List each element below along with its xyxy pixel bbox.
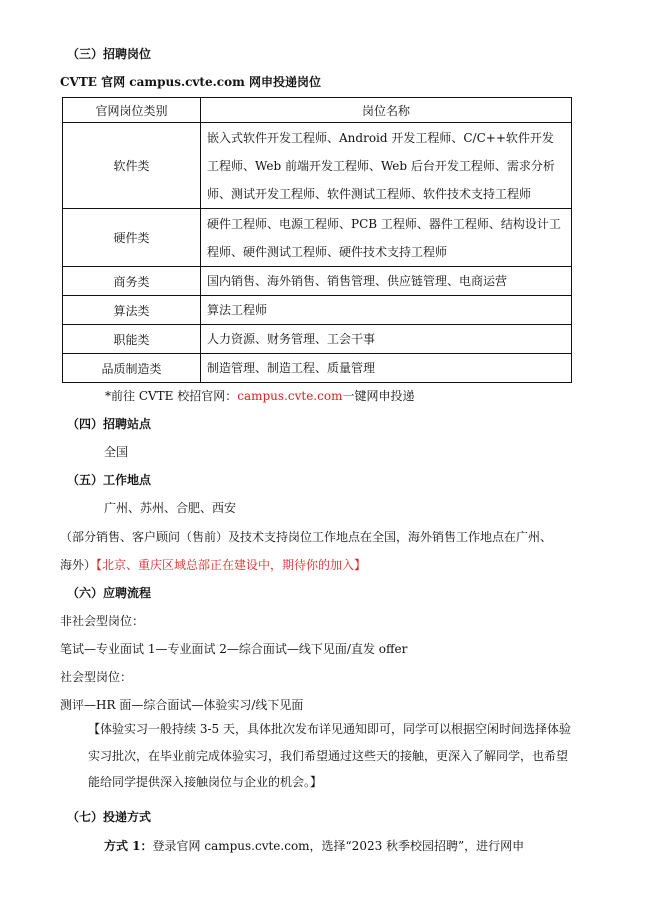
internship-note: 【体验实习一般持续 3-5 天，具体批次发布详见通知即可，同学可以根据空闲时间选择体验实习批次，在毕业前完成体验实习，我们希望通过这些天的接触，更深入了解同学，也希望能给同学提供深入接触岗位与企业的机会。】 xyxy=(88,722,571,789)
apply-note-suffix: 一键网申投递 xyxy=(342,389,415,403)
table-row xyxy=(63,354,572,383)
table-row xyxy=(63,267,572,296)
table-row xyxy=(63,209,572,267)
delivery-method-1 xyxy=(104,837,524,855)
row-job-names: 算法工程师 xyxy=(201,296,572,325)
row-job-names: 嵌入式软件开发工程师、Android 开发工程师、C/C++软件开发工程师、Web 前端开发工程师、Web 后台开发工程师、需求分析师、测试开发工程师、软件测试工程师、软件技术支持工程师 xyxy=(201,123,572,209)
sites-value: 全国 xyxy=(104,445,129,459)
non-social-label: 非社会型岗位： xyxy=(60,614,145,628)
header-job-names: 岗位名称 xyxy=(201,98,572,123)
social-label: 社会型岗位： xyxy=(60,670,133,684)
apply-note xyxy=(105,387,414,405)
section-title-positions: （三）招聘岗位 xyxy=(67,47,152,61)
table-row xyxy=(63,123,572,209)
regional-hq-note: 【北京、重庆区域总部正在建设中，期待你的加入】 xyxy=(96,558,367,572)
non-social-flow: 笔试—专业面试 1—专业面试 2—综合面试—线下见面/直发 offer xyxy=(60,642,408,656)
locations-value: 广州、苏州、合肥、西安 xyxy=(104,501,237,515)
section-title-locations: （五）工作地点 xyxy=(67,473,152,487)
section-title-delivery: （七）投递方式 xyxy=(67,810,152,824)
apply-note-prefix: *前往 CVTE 校招官网： xyxy=(105,389,238,403)
method-label: 方式 1： xyxy=(104,839,153,853)
row-job-names: 制造管理、制造工程、质量管理 xyxy=(201,354,572,383)
row-job-names: 国内销售、海外销售、销售管理、供应链管理、电商运营 xyxy=(201,267,572,296)
row-job-names: 硬件工程师、电源工程师、PCB 工程师、器件工程师、结构设计工程师、硬件测试工程师、硬件技术支持工程师 xyxy=(201,209,572,267)
row-category: 品质制造类 xyxy=(63,354,201,383)
site-subtitle: CVTE 官网 campus.cvte.com 网申投递岗位 xyxy=(60,75,321,89)
locations-note-overseas: 海外） xyxy=(60,558,97,572)
row-category: 硬件类 xyxy=(63,209,201,267)
row-category: 职能类 xyxy=(63,325,201,354)
social-flow: 测评—HR 面—综合面试—体验实习/线下见面 xyxy=(60,698,304,712)
row-job-names: 人力资源、财务管理、工会干事 xyxy=(201,325,572,354)
section-title-sites: （四）招聘站点 xyxy=(67,417,152,431)
section-title-process: （六）应聘流程 xyxy=(67,586,152,600)
header-category: 官网岗位类别 xyxy=(63,98,201,123)
locations-note-line-2 xyxy=(60,556,366,574)
positions-table xyxy=(62,97,572,383)
locations-note-line-1: （部分销售、客户顾问（售前）及技术支持岗位工作地点在全国，海外销售工作地点在广州、 xyxy=(60,530,553,544)
row-category: 软件类 xyxy=(63,123,201,209)
method-text: 登录官网 campus.cvte.com，选择“2023 秋季校园招聘”，进行网申 xyxy=(152,839,525,853)
table-row xyxy=(63,325,572,354)
row-category: 商务类 xyxy=(63,267,201,296)
row-category: 算法类 xyxy=(63,296,201,325)
table-row xyxy=(63,296,572,325)
campus-link[interactable]: campus.cvte.com xyxy=(237,389,343,403)
table-header-row xyxy=(63,98,572,123)
